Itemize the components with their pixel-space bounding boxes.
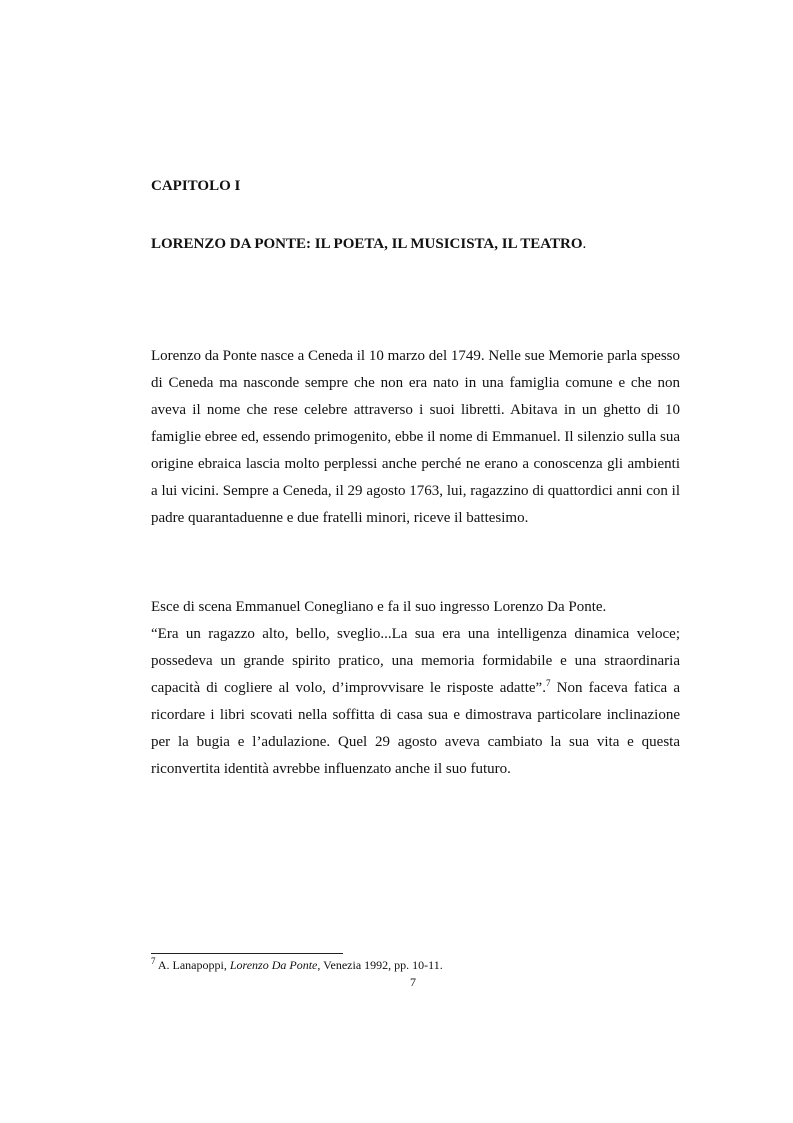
chapter-title-period: . (582, 236, 587, 252)
paragraph-2-continuation: Non faceva fatica a ricordare i libri scovati nella soffitta di casa sua e dimostrava particolare inclinazione per la bugia e l’adulazione. Quel 29 agosto aveva cambiato la sua vita e questa riconvertita identità avrebbe influenzato anche il suo futuro. (151, 680, 681, 777)
footnote-work-title: Lorenzo Da Ponte (229, 958, 318, 972)
footnote-number: 7 (151, 956, 156, 966)
footnote-author: A. Lanapoppi, (155, 958, 230, 972)
paragraph-1: Lorenzo da Ponte nasce a Ceneda il 10 marzo del 1749. Nelle sue Memorie parla spesso di Ceneda ma nasconde sempre che non era nato in una famiglia comune e che non aveva il nome che rese celebre attraverso i suoi libretti. Abitava in un ghetto di 10 famiglie ebree ed, essendo primogenito, ebbe il nome di Emmanuel. Il silenzio sulla sua origine ebraica lascia molto perplessi anche perché ne erano a conoscenza gli ambienti a lui vicini. Sempre a Ceneda, il 29 agosto 1763, lui, ragazzino di quattordici anni con il padre quarantaduenne e due fratelli minori, riceve il battesimo. (151, 348, 680, 526)
paragraph-2-body (151, 621, 680, 783)
footnote (151, 958, 443, 973)
chapter-title-text: LORENZO DA PONTE: IL POETA, IL MUSICISTA, IL TEATRO (151, 236, 583, 252)
footnote-reference: 7 (545, 678, 551, 688)
chapter-title (151, 236, 586, 253)
chapter-label: CAPITOLO I (151, 178, 241, 194)
footnote-separator (151, 953, 343, 954)
page-number: 7 (410, 975, 416, 989)
footnote-details: , Venezia 1992, pp. 10-11. (317, 958, 443, 972)
paragraph-2 (151, 594, 680, 783)
quotation: “Era un ragazzo alto, bello, sveglio...La sua era una intelligenza dinamica veloce; possedeva un grande spirito pratico, una memoria formidabile e una straordinaria capacità di cogliere al volo, d’improvvisare le risposte adatte”. (151, 626, 680, 696)
paragraph-2-first-line: Esce di scena Emmanuel Conegliano e fa il suo ingresso Lorenzo Da Ponte. (151, 599, 607, 615)
